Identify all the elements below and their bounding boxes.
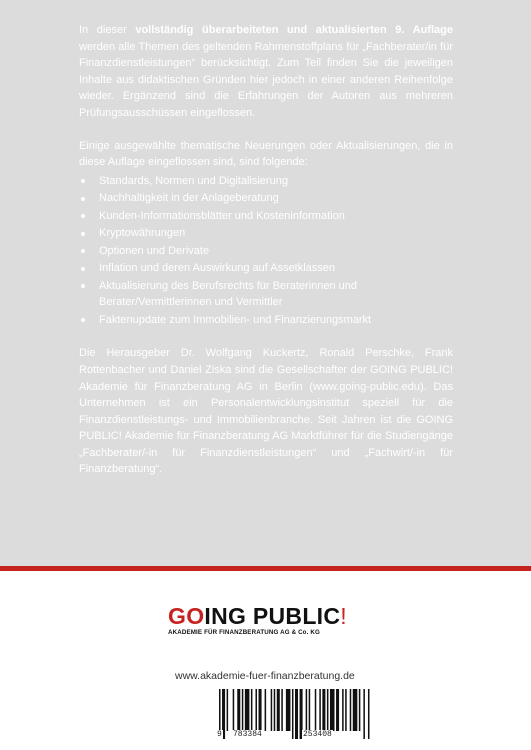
list-item: Optionen und Derivate <box>79 243 453 260</box>
logo-wordmark <box>168 604 368 628</box>
barcode-bar <box>245 689 250 731</box>
list-item: Inflation und deren Auswirkung auf Assetklassen <box>79 260 453 277</box>
barcode-bar <box>237 689 240 731</box>
barcode-bar <box>315 689 317 731</box>
innovations-list <box>79 173 453 329</box>
website-url[interactable]: www.akademie-fuer-finanzberatung.de <box>175 670 355 682</box>
barcode-bar <box>368 689 370 739</box>
barcode-bar <box>274 689 276 731</box>
list-item: Kunden-Informationsblätter und Kosteninformation <box>79 208 453 225</box>
barcode-bar <box>281 689 283 731</box>
barcode-bar <box>242 689 244 731</box>
barcode-bar <box>330 689 335 731</box>
barcode-bar <box>319 689 321 731</box>
intro-bold-highlight: vollständig überarbeiteten und aktualisierten 9. Auflage <box>135 24 453 36</box>
barcode-bar <box>327 689 329 731</box>
publisher-paragraph: Die Herausgeber Dr. Wolfgang Kuckertz, Ronald Perschke, Frank Rottenbacher und Daniel Ziska sind die Gesellschafter der GOING PUBLIC! Akademie für Finanzberatung AG in Berlin (www.going-public.edu). Das Unternehmen ist ein Personalentwicklungsinstitut speziell für die Finanzdienstleistungs- und Immobilienbranche. Seit Jahren ist die GOING PUBLIC! Akademie für Finanzberatung AG Marktführer für die Studiengänge „Fachberater/-in für Finanzdienstleistungen“ und „Fachwirt/-in für Finanzberatung“. <box>79 347 453 476</box>
list-item: Standards, Normen und Digitalisierung <box>79 173 453 190</box>
logo-exclamation: ! <box>340 603 347 629</box>
barcode-bar <box>259 689 262 731</box>
barcode-bar <box>336 689 339 731</box>
logo-subtitle: AKADEMIE FÜR FINANZBERATUNG AG & Co. KG <box>168 629 320 636</box>
barcode-bar <box>271 689 273 731</box>
barcode-bar <box>286 689 291 731</box>
list-item: Nachhaltigkeit in der Anlageberatung <box>79 190 453 207</box>
red-divider <box>0 566 531 571</box>
barcode-bar <box>295 689 298 739</box>
logo-rest: ING PUBLIC <box>204 603 341 629</box>
barcode-bar <box>342 689 344 731</box>
barcode-right-digits: 253408 <box>303 730 332 739</box>
barcode-bar <box>350 689 352 731</box>
barcode-bar <box>233 689 235 731</box>
barcode-bar <box>227 689 229 731</box>
barcode-bar <box>359 689 361 731</box>
intro-paragraph <box>79 22 453 122</box>
logo-go: GO <box>168 603 205 629</box>
barcode-bar <box>265 689 267 731</box>
blurb-text <box>79 22 453 478</box>
barcode-bar <box>255 689 257 731</box>
barcode-bar <box>306 689 308 731</box>
list-item: Kryptowährungen <box>79 225 453 242</box>
barcode-bar <box>345 689 347 731</box>
barcode-left-digits: 783384 <box>233 730 262 739</box>
going-public-logo <box>168 604 368 636</box>
barcode-bar <box>292 689 294 739</box>
barcode-bar <box>277 689 280 731</box>
intro-rest: werden alle Themen des geltenden Rahmenstoffplans für „Fachberater/in für Finanzdienstleistungen“ berücksichtigt. Zum Teil finden Sie die jeweiligen Inhalte aus didaktischen Gründen hier jedoch in einer anderen Reihenfolge wieder. Ergänzend sind die Erfahrungen der Autoren aus mehreren Prüfungsausschüssen eingeflossen. <box>79 40 453 119</box>
barcode-bar <box>322 689 325 731</box>
list-item: Aktualisierung des Berufsrechts für Beraterinnen und Berater/Vermittlerinnen und Vermittler <box>79 278 453 311</box>
barcode-bar <box>353 689 358 731</box>
intro-prefix: In dieser <box>79 24 136 36</box>
list-intro: Einige ausgewählte thematische Neuerungen oder Aktualisierungen, die in diese Auflage eingeflossen sind, sind folgende: <box>79 139 453 169</box>
barcode-bar <box>251 689 253 731</box>
list-item: Faktenupdate zum Immobilien- und Finanzierungsmarkt <box>79 312 453 329</box>
barcode-bar <box>363 689 365 739</box>
barcode-lead-digit: 9 <box>217 730 222 739</box>
barcode-bar <box>309 689 311 731</box>
